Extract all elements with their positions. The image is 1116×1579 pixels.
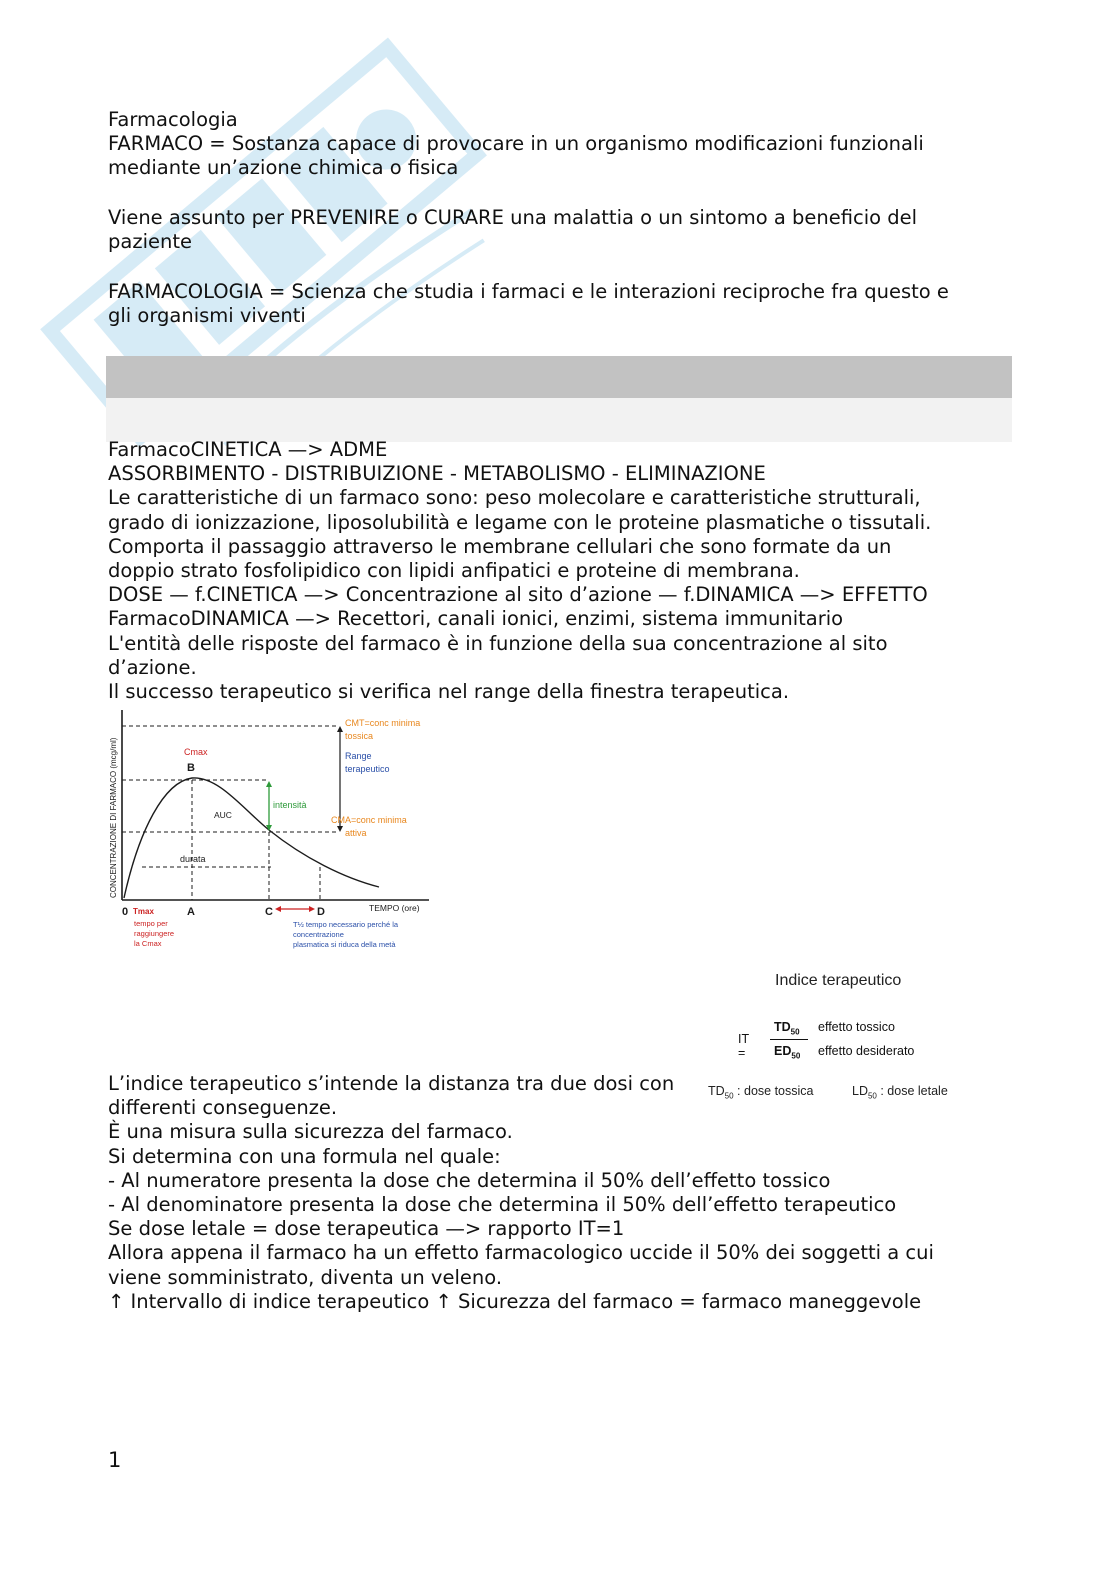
body-line: doppio strato fosfolipidico con lipidi anfipatici e proteine di membrana.: [108, 559, 800, 583]
indice-line: ↑ Intervallo di indice terapeutico ↑ Sicurezza del farmaco = farmaco maneggevole: [108, 1289, 922, 1313]
body-line: L'entità delle risposte del farmaco è in funzione della sua concentrazione al sito: [108, 631, 888, 655]
x-point-d: D: [317, 906, 325, 918]
x-point-0: 0: [122, 906, 129, 918]
fraction-line: [770, 1039, 808, 1040]
td-symbol: TD: [774, 1020, 791, 1034]
tmax-note-1: tempo per: [134, 919, 168, 928]
separator-bar-dark: [106, 356, 1012, 398]
body-line: d’azione.: [108, 655, 197, 679]
body-line: grado di ionizzazione, liposolubilità e legame con le proteine plasmatiche o tissutali.: [108, 510, 932, 534]
thalf-note-2: concentrazione: [293, 930, 344, 939]
separator-bar-light: [106, 398, 1012, 442]
indice-body: [108, 1072, 1008, 1314]
range-arrowhead-up: [337, 726, 343, 732]
definition-farmaco-line-1: FARMACO = Sostanza capace di provocare in un organismo modificazioni funzionali: [108, 132, 924, 156]
definition-farmacologia: [108, 280, 1008, 328]
formula-denominator: [774, 1044, 800, 1061]
indice-line: - Al numeratore presenta la dose che determina il 50% dell’effetto tossico: [108, 1168, 831, 1192]
cmt-label-1: CMT=conc minima: [345, 718, 421, 728]
ed-symbol: ED: [774, 1044, 792, 1058]
body-line: FarmacoDINAMICA —> Recettori, canali ionici, enzimi, sistema immunitario: [108, 607, 844, 631]
auc-label: AUC: [214, 810, 232, 820]
farmacologia-line-2: gli organismi viventi: [108, 304, 306, 328]
page-number: 1: [108, 1448, 122, 1472]
formula-numerator: [774, 1020, 800, 1037]
ed-subscript: 50: [791, 1051, 801, 1061]
cma-label-1: CMA=conc minima: [331, 815, 407, 825]
cmax-label: Cmax: [184, 747, 208, 757]
effetto-desiderato-label: effetto desiderato: [818, 1044, 915, 1058]
tmax-note-3: la Cmax: [134, 939, 162, 948]
td-subscript: 50: [790, 1027, 800, 1037]
range-arrowhead-down: [337, 826, 343, 832]
intensita-arrowhead-up: [266, 781, 272, 787]
body-line: DOSE — f.CINETICA —> Concentrazione al sito d’azione — f.DINAMICA —> EFFETTO: [108, 583, 928, 607]
x-point-a: A: [187, 906, 195, 918]
indice-line: Se dose letale = dose terapeutica —> rapporto IT=1: [108, 1217, 625, 1241]
purpose-line-1: Viene assunto per PREVENIRE o CURARE una malattia o un sintomo a beneficio del: [108, 206, 918, 229]
x-axis-label: TEMPO (ore): [369, 903, 420, 913]
td50-symbol: TD: [708, 1084, 725, 1098]
td50-subscript: 50: [724, 1091, 734, 1101]
body-line: Il successo terapeutico si verifica nel range della finestra terapeutica.: [108, 680, 790, 704]
body-line: FarmacoCINETICA —> ADME: [108, 438, 388, 461]
tmax-note-2: raggiungere: [134, 929, 175, 938]
document-title: Farmacologia: [108, 108, 238, 131]
y-axis-label: CONCENTRAZIONE DI FARMACO (mcg/ml): [109, 737, 118, 898]
indice-line: È una misura sulla sicurezza del farmaco.: [108, 1120, 513, 1144]
range-label-2: terapeutico: [345, 764, 390, 774]
intensita-label: intensità: [273, 800, 307, 810]
x-point-c: C: [265, 906, 273, 918]
effetto-tossico-label: effetto tossico: [818, 1020, 895, 1034]
tmax-label: Tmax: [133, 907, 154, 916]
indice-line: Si determina con una formula nel quale:: [108, 1144, 501, 1168]
thalf-note-3: plasmatica si riduca della metà: [293, 940, 396, 949]
indice-line: viene somministrato, diventa un veleno.: [108, 1265, 503, 1289]
body-line: Le caratteristiche di un farmaco sono: peso molecolare e caratteristiche strutturali,: [108, 486, 921, 510]
indice-line: - Al denominatore presenta la dose che determina il 50% dell’effetto terapeutico: [108, 1193, 897, 1217]
ld50-text: : dose letale: [876, 1084, 948, 1098]
body-line: ASSORBIMENTO - DISTRIBUIZIONE - METABOLISMO - ELIMINAZIONE: [108, 462, 766, 486]
purpose-line-2: paziente: [108, 230, 192, 254]
indice-terapeutico-title: Indice terapeutico: [775, 972, 902, 989]
concentration-curve: [124, 778, 379, 898]
it-label: IT =: [738, 1032, 749, 1060]
point-b-label: B: [187, 762, 195, 774]
indice-first-line: L’indice terapeutico s’intende la distanza tra due dosi con: [108, 1072, 675, 1095]
durata-label: durata: [180, 854, 206, 864]
half-life-arrowhead-left: [275, 906, 281, 912]
definition-farmaco-line-2: mediante un’azione chimica o fisica: [108, 156, 459, 180]
pharmacology-body: [108, 438, 1008, 704]
ld50-symbol: LD: [852, 1084, 868, 1098]
td50-text: : dose tossica: [733, 1084, 814, 1098]
concentration-time-diagram: [104, 710, 449, 960]
purpose-paragraph: [108, 206, 1008, 254]
thalf-note-1: T½ tempo necessario perché la: [293, 920, 399, 929]
cmt-label-2: tossica: [345, 731, 374, 741]
indice-line: Allora appena il farmaco ha un effetto farmacologico uccide il 50% dei soggetti a cui: [108, 1241, 934, 1265]
ld50-subscript: 50: [867, 1091, 877, 1101]
indice-line: differenti conseguenze.: [108, 1096, 338, 1120]
body-line: Comporta il passaggio attraverso le membrane cellulari che sono formate da un: [108, 534, 892, 558]
half-life-arrowhead-right: [309, 906, 315, 912]
intro-block: [108, 108, 1008, 181]
range-label-1: Range: [345, 751, 372, 761]
cma-label-2: attiva: [345, 828, 367, 838]
farmacologia-line-1: FARMACOLOGIA = Scienza che studia i farmaci e le interazioni reciproche fra questo e: [108, 280, 949, 303]
